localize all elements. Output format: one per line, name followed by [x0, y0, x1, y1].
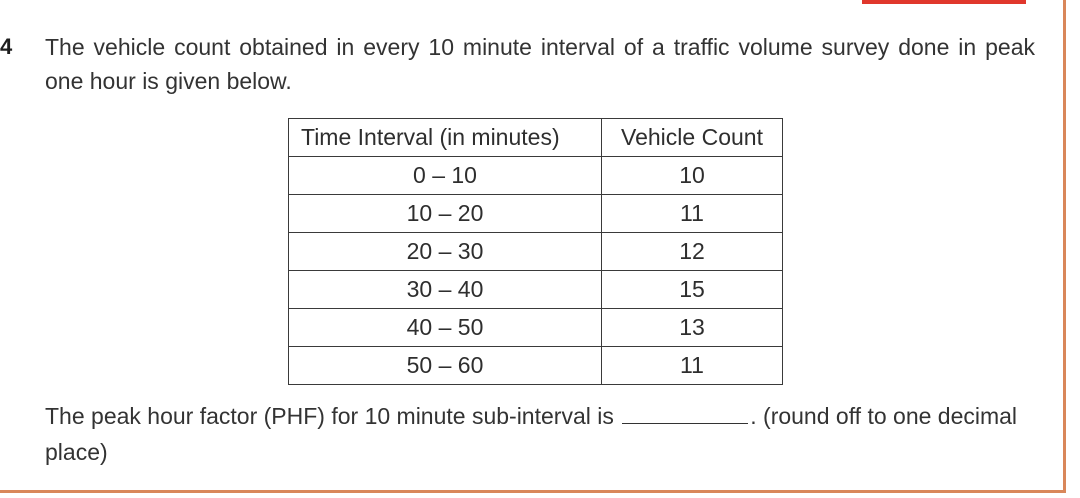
time-interval-cell: 0 – 10 — [289, 157, 602, 195]
phf-prompt-text: The peak hour factor (PHF) for 10 minute sub-interval is — [45, 403, 614, 429]
table-row — [289, 347, 783, 385]
time-interval-cell: 20 – 30 — [289, 233, 602, 271]
red-header-tab — [862, 0, 1026, 4]
table-header-row — [289, 119, 783, 157]
vehicle-count-cell: 12 — [602, 233, 783, 271]
table-row — [289, 233, 783, 271]
vehicle-count-cell: 15 — [602, 271, 783, 309]
time-interval-cell: 50 – 60 — [289, 347, 602, 385]
table-row — [289, 309, 783, 347]
table-row — [289, 195, 783, 233]
phf-prompt — [45, 398, 1035, 470]
table-row — [289, 271, 783, 309]
phf-prompt-suffix: . (round off to one decimal place) — [45, 403, 1018, 465]
vehicle-count-cell: 13 — [602, 309, 783, 347]
vehicle-count-table — [288, 118, 783, 385]
header-vehicle-count: Vehicle Count — [602, 119, 783, 157]
header-time-interval: Time Interval (in minutes) — [289, 119, 602, 157]
vehicle-count-cell: 10 — [602, 157, 783, 195]
answer-blank[interactable] — [622, 401, 748, 424]
time-interval-cell: 30 – 40 — [289, 271, 602, 309]
vehicle-count-cell: 11 — [602, 195, 783, 233]
question-number: 4 — [0, 34, 13, 59]
vehicle-count-cell: 11 — [602, 347, 783, 385]
table-row — [289, 157, 783, 195]
question-text: The vehicle count obtained in every 10 minute interval of a traffic volume survey done in peak one hour is given below. — [45, 34, 1035, 94]
time-interval-cell: 40 – 50 — [289, 309, 602, 347]
time-interval-cell: 10 – 20 — [289, 195, 602, 233]
